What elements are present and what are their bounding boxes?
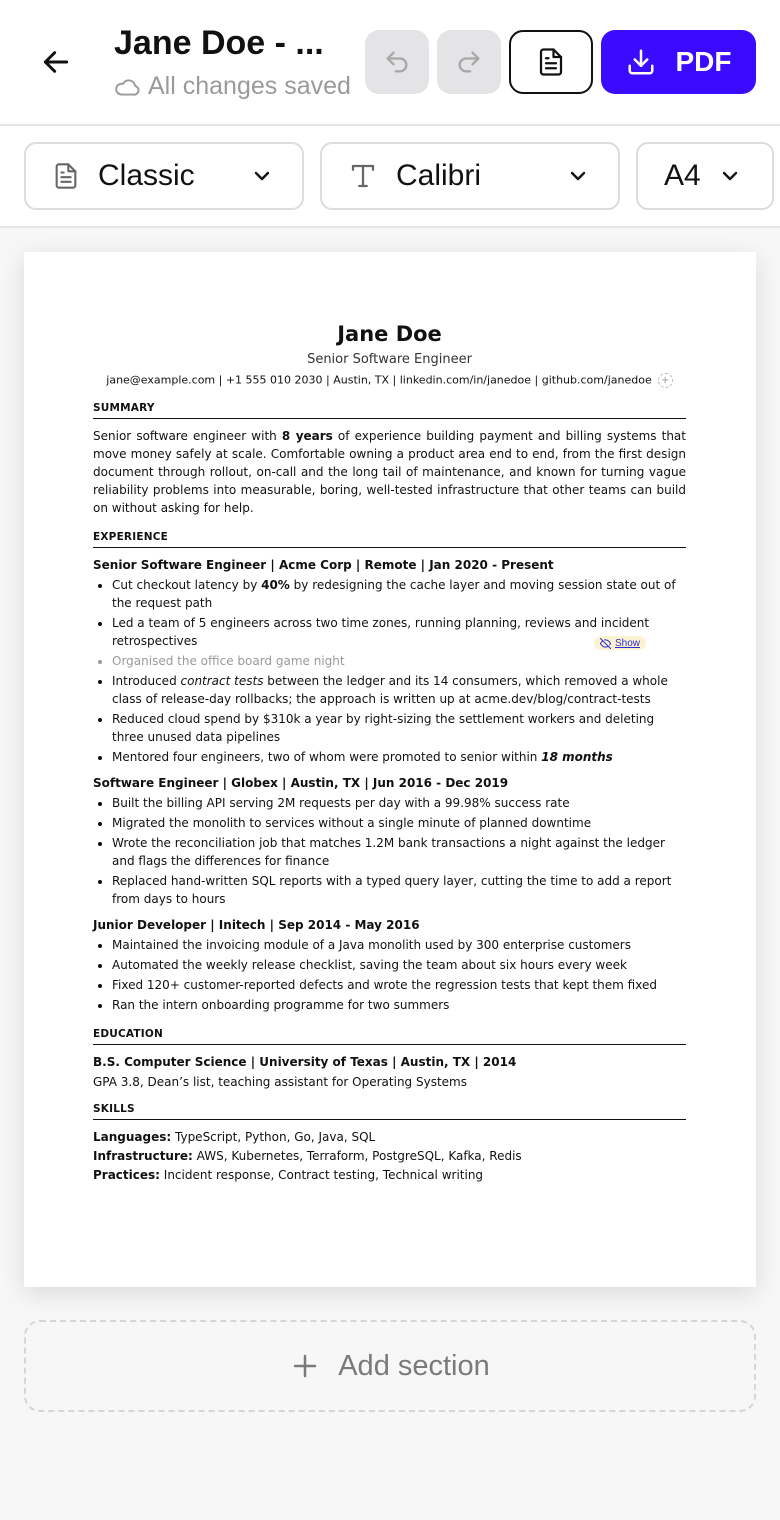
cloud-icon [114, 74, 140, 100]
type-icon [348, 161, 378, 191]
bullet-text: Mentored four engineers, two of whom were promoted to senior within [112, 750, 542, 764]
bullet-text: between the ledger and its 14 consumers, which removed a whole class of release-day rollbacks; the approach is written up at acme.dev/blog/contract-tests [112, 674, 668, 706]
hidden-list-item[interactable]: • Organised the office board game night [112, 652, 686, 670]
list-item[interactable]: • Reduced cloud spend by $310k a year by right-sizing the settlement workers and deleting three unused data pipelines [112, 710, 686, 746]
download-pdf-button[interactable] [601, 30, 756, 94]
add-section-button[interactable] [24, 1320, 756, 1412]
bullet-text: Introduced [112, 674, 181, 688]
summary-bold: 8 years [281, 429, 333, 443]
job-heading[interactable]: Senior Software Engineer | Acme Corp | Remote | Jan 2020 - Present [93, 558, 554, 572]
resume-role[interactable]: Senior Software Engineer [307, 352, 472, 367]
template-select[interactable] [24, 142, 304, 210]
list-item[interactable]: • Ran the intern onboarding programme for two summers [112, 996, 686, 1014]
list-item[interactable]: • Led a team of 5 engineers across two time zones, running planning, reviews and incident retrospectives [112, 614, 686, 650]
list-item[interactable]: • Wrote the reconciliation job that matches 1.2M bank transactions a night against the ledger and flags the differences for finance [112, 834, 686, 870]
document-title[interactable]: Jane Doe - ... [114, 24, 324, 62]
save-status [114, 72, 351, 101]
preview-document-button[interactable] [509, 30, 593, 94]
redo-icon [455, 48, 483, 76]
eye-off-icon [600, 638, 611, 649]
resume-contact[interactable] [93, 373, 686, 388]
chevron-down-icon [250, 164, 274, 188]
show-hidden-item-button[interactable] [594, 636, 646, 650]
education-entry-heading[interactable]: B.S. Computer Science | University of Texas | Austin, TX | 2014 [93, 1055, 517, 1069]
list-item[interactable] [112, 748, 686, 766]
document-icon [52, 162, 80, 190]
job-bullets [93, 936, 686, 1014]
skill-row[interactable] [93, 1166, 686, 1185]
back-button[interactable] [34, 40, 78, 84]
resume-name[interactable]: Jane Doe [337, 322, 442, 346]
list-item[interactable] [112, 672, 686, 708]
education-heading[interactable]: EDUCATION [93, 1028, 686, 1045]
job-bullets [93, 794, 686, 908]
download-icon [626, 47, 656, 77]
undo-button[interactable] [365, 30, 429, 94]
job-heading[interactable]: Software Engineer | Globex | Austin, TX | Jun 2016 - Dec 2019 [93, 776, 509, 790]
top-bar [0, 0, 780, 126]
list-item[interactable]: • Fixed 120+ customer-reported defects and wrote the regression tests that kept them fixed [112, 976, 686, 994]
job-bullets [93, 576, 686, 766]
skill-label: Languages: [93, 1130, 172, 1144]
skill-row[interactable] [93, 1128, 686, 1147]
save-status-text: All changes saved [148, 72, 351, 100]
list-item[interactable]: • Replaced hand-written SQL reports with a typed query layer, cutting the time to add a report from days to hours [112, 872, 686, 908]
bullet-text: by redesigning the cache layer and moving session state out of the request path [112, 578, 676, 610]
summary-text[interactable] [93, 427, 686, 517]
undo-icon [383, 48, 411, 76]
format-toolbar [0, 126, 780, 228]
chevron-down-icon [566, 164, 590, 188]
page-size-select[interactable] [636, 142, 774, 210]
list-item[interactable]: • Migrated the monolith to services without a single minute of planned downtime [112, 814, 686, 832]
bullet-text: Cut checkout latency by [112, 578, 262, 592]
skills-heading[interactable]: SKILLS [93, 1103, 686, 1120]
list-item[interactable]: • Built the billing API serving 2M requests per day with a 99.98% success rate [112, 794, 686, 812]
add-section-label: Add section [338, 1349, 490, 1382]
font-select[interactable] [320, 142, 620, 210]
redo-button[interactable] [437, 30, 501, 94]
job-heading[interactable]: Junior Developer | Initech | Sep 2014 - May 2016 [93, 918, 420, 932]
skill-label: Infrastructure: [93, 1149, 193, 1163]
download-pdf-label: PDF [675, 46, 732, 77]
bullet-bold: 40% [261, 578, 290, 592]
plus-icon [290, 1351, 320, 1381]
skill-row[interactable] [93, 1147, 686, 1166]
add-contact-icon[interactable]: + [658, 373, 673, 388]
skill-value: Incident response, Contract testing, Technical writing [159, 1168, 484, 1182]
skill-label: Practices: [93, 1168, 160, 1182]
list-item[interactable] [112, 576, 686, 612]
page-size-select-value: A4 [664, 159, 701, 192]
arrow-left-icon [40, 46, 72, 78]
summary-part: Senior software engineer with [93, 429, 282, 443]
document-icon [536, 47, 566, 77]
font-select-value: Calibri [396, 159, 482, 192]
skill-value: TypeScript, Python, Go, Java, SQL [171, 1130, 376, 1144]
chevron-down-icon [718, 164, 742, 188]
contact-line: jane@example.com | +1 555 010 2030 | Austin, TX | linkedin.com/in/janedoe | github.com/janedoe [106, 373, 652, 387]
bullet-bold-italic: 18 months [541, 750, 613, 764]
list-item[interactable]: • Maintained the invoicing module of a Java monolith used by 300 enterprise customers [112, 936, 686, 954]
summary-part: of experience building payment and billing systems that move money safely at scale. Comfortable owning a product area end to end, from the first design document through rollout, on-call and the long tail of maintenance, and known for turning vague reliability problems into measurable, boring, well-tested infrastructure that other teams can build on without asking for help. [93, 429, 686, 515]
bullet-italic: contract tests [180, 674, 264, 688]
template-select-value: Classic [98, 159, 195, 192]
skills-list [93, 1128, 686, 1185]
resume-page [24, 252, 756, 1287]
summary-heading[interactable]: SUMMARY [93, 402, 686, 419]
list-item[interactable]: • Automated the weekly release checklist, saving the team about six hours every week [112, 956, 686, 974]
show-label: Show [615, 637, 641, 649]
education-entry-detail[interactable]: GPA 3.8, Dean’s list, teaching assistant for Operating Systems [93, 1075, 467, 1089]
experience-heading[interactable]: EXPERIENCE [93, 531, 686, 548]
skill-value: AWS, Kubernetes, Terraform, PostgreSQL, Kafka, Redis [192, 1149, 522, 1163]
resume-content [93, 318, 686, 1185]
